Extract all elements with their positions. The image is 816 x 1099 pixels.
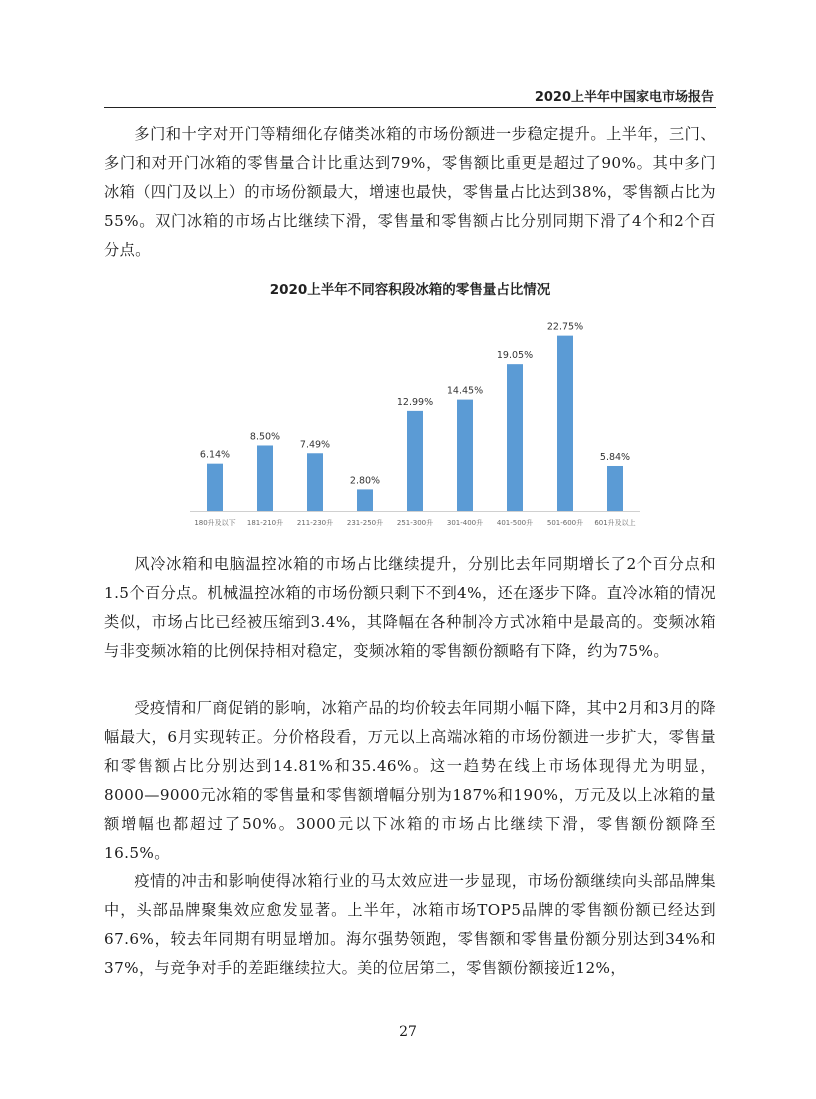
x-tick-label-3: 211-230升 xyxy=(296,519,334,527)
data-label-9: 5.84% xyxy=(599,451,631,463)
x-tick-label-1: 180升及以下 xyxy=(194,519,236,527)
x-tick-label-7: 401-500升 xyxy=(496,519,534,527)
data-label-2: 8.50% xyxy=(249,431,281,443)
page-number: 27 xyxy=(399,1024,417,1040)
bar-7 xyxy=(507,364,523,511)
bar-9 xyxy=(607,466,623,511)
paragraph-3: 受疫情和厂商促销的影响，冰箱产品的均价较去年同期小幅下降，其中2月和3月的降幅最大，6月实现转正。分价格段看，万元以上高端冰箱的市场份额进一步扩大，零售量和零售额占比分别达到14.81%和35.46%。这一趋势在线上市场体现得尤为明显，8000—9000元冰箱的零售量和零售额增幅分别为187%和190%，万元及以上冰箱的量额增幅也都超过了50%。3000元以下冰箱的市场占比继续下滑，零售额份额降至16.5%。 xyxy=(104,699,716,862)
paragraph-2: 风冷冰箱和电脑温控冰箱的市场占比继续提升，分别比去年同期增长了2个百分点和1.5个百分点。机械温控冰箱的市场份额只剩下不到4%，还在逐步下降。直冷冰箱的情况类似，市场占比已经被压缩到3.4%，其降幅在各种制冷方式冰箱中是最高的。变频冰箱与非变频冰箱的比例保持相对稳定，变频冰箱的零售额份额略有下降，约为75%。 xyxy=(104,555,716,660)
bar-6 xyxy=(457,400,473,511)
data-label-4: 2.80% xyxy=(349,475,381,487)
x-tick-label-6: 301-400升 xyxy=(446,519,484,527)
page-header xyxy=(104,84,716,108)
paragraph-1: 多门和十字对开门等精细化存储类冰箱的市场份额进一步稳定提升。上半年，三门、多门和对开门冰箱的零售量合计比重达到79%，零售额比重更是超过了90%。其中多门冰箱（四门及以上）的市场份额最大，增速也最快，零售量占比达到38%，零售额占比为55%。双门冰箱的市场占比继续下滑，零售量和零售额占比分别同期下滑了4个和2个百分点。 xyxy=(104,125,716,259)
data-label-6: 14.45% xyxy=(446,385,484,397)
bar-2 xyxy=(257,445,273,511)
bar-3 xyxy=(307,453,323,511)
data-label-7: 19.05% xyxy=(496,350,534,362)
data-label-3: 7.49% xyxy=(299,439,331,451)
x-tick-label-2: 181-210升 xyxy=(246,519,284,527)
x-tick-label-4: 231-250升 xyxy=(346,519,384,527)
paragraph-4: 疫情的冲击和影响使得冰箱行业的马太效应进一步显现，市场份额继续向头部品牌集中，头部品牌聚集效应愈发显著。上半年，冰箱市场TOP5品牌的零售额份额已经达到67.6%，较去年同期有明显增加。海尔强势领跑，零售额和零售量份额分别达到34%和37%，与竞争对手的差距继续拉大。美的位居第二，零售额份额接近12%， xyxy=(104,872,716,977)
bar-8 xyxy=(557,336,573,511)
x-tick-label-8: 501-600升 xyxy=(546,519,584,527)
bar-5 xyxy=(407,411,423,511)
x-tick-label-5: 251-300升 xyxy=(396,519,434,527)
bar-1 xyxy=(207,464,223,511)
x-tick-label-9: 601升及以上 xyxy=(594,519,636,527)
data-label-1: 6.14% xyxy=(199,449,231,461)
data-label-5: 12.99% xyxy=(396,396,434,408)
bar-4 xyxy=(357,489,373,511)
report-title: 2020上半年中国家电市场报告 xyxy=(534,90,714,105)
data-label-8: 22.75% xyxy=(546,321,584,333)
chart-title: 2020上半年不同容积段冰箱的零售量占比情况 xyxy=(269,282,551,298)
bar-chart xyxy=(190,310,640,535)
